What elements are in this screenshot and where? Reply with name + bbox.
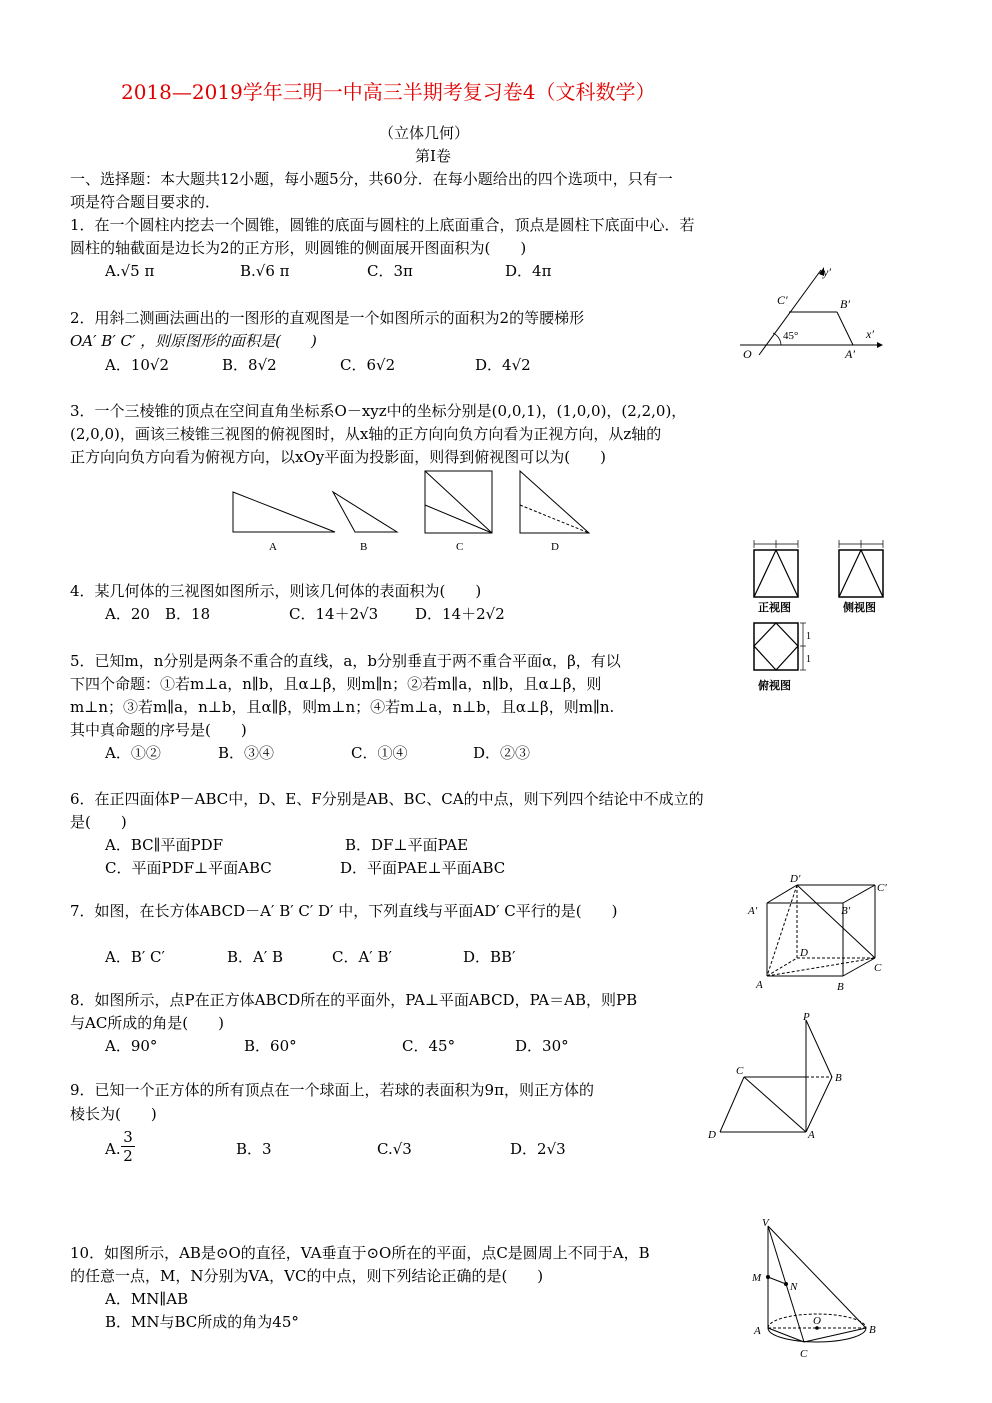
label-c: C [800,1348,808,1360]
q8-option-c: C．45° [402,1037,456,1055]
q6-stem-2: 是( ) [70,813,127,831]
label-a: A [756,979,763,991]
intro-line-2: 项是符合题目要求的． [70,193,221,211]
trapezoid-side [837,312,853,345]
q3-stem-2: (2,0,0)，画该三棱锥三视图的俯视图时，从x轴的正方向向负方向看为正视方向，从z轴的 [70,425,662,443]
label-b: B [835,1072,842,1084]
q2-stem-1: 2．用斜二测画法画出的一图形的直观图是一个如图所示的面积为2的等腰梯形 [70,309,585,327]
q1-option-b: B.√6 π [240,262,290,280]
option-a-triangle [233,492,335,532]
label-m: M [752,1272,762,1284]
q5-stem-4: 其中真命题的序号是( ) [70,721,247,739]
q1-option-a: A.√5 π [105,262,155,280]
q1-stem-2: 圆柱的轴截面是边长为2的正方形，则圆锥的侧面展开图面积为( ) [70,239,527,257]
angle-label: 45° [783,330,799,342]
fraction-denominator: 2 [123,1147,133,1165]
label-n: N [790,1281,798,1293]
q10-option-b: B．MN与BC所成的角为45° [105,1313,299,1331]
section-title: 第Ⅰ卷 [415,147,451,165]
q8-stem-2: 与AC所成的角是( ) [70,1014,225,1032]
q7-option-c: C．A′ B′ [332,948,392,966]
q4-three-views-figure [748,535,893,695]
q10-cone-figure [748,1214,883,1364]
q2-option-a: A．10√2 [105,356,170,374]
label-a1: A′ [748,905,758,917]
option-d-triangle [520,471,589,533]
label-y: y′ [823,265,831,279]
label-b: B [837,981,844,993]
front-view-triangle [754,550,798,597]
top-view-dim-2: 1 [806,654,811,665]
q9-stem-1: 9．已知一个正方体的所有顶点在一个球面上，若球的表面积为9π，则正方体的 [70,1081,594,1099]
q7-option-d: D．BB′ [463,948,516,966]
q3-options-figure [225,468,600,558]
intro-line-1: 一、选择题：本大题共12小题，每小题5分，共60分．在每小题给出的四个选项中，只有一 [70,170,673,188]
q6-option-b: B．DF⊥平面PAE [345,836,469,854]
q1-option-d: D．4π [505,262,552,280]
q4-option-a: A．20 [105,605,150,623]
top-view-rect [754,623,798,670]
side-view-triangle [839,550,883,597]
q6-option-a: A．BC∥平面PDF [105,836,224,854]
q5-stem-1: 5．已知m，n分别是两条不重合的直线，a，b分别垂直于两不重合平面α，β，有以 [70,652,621,670]
x-arrow-icon [877,342,883,348]
label-a: A [754,1325,761,1337]
page-title: 2018—2019学年三明一中高三半期考复习卷4（文科数学） [121,80,656,104]
label-b: B [869,1324,876,1336]
q5-option-b: B．③④ [218,744,275,762]
label-b: B′ [840,297,850,311]
fraction-numerator: 3 [121,1128,135,1147]
q8-option-d: D．30° [515,1037,569,1055]
option-c-line [425,505,492,533]
q4-option-c: C．14＋2√3 [289,605,379,623]
vb-line [768,1226,866,1328]
q8-figure [704,1008,854,1146]
ac-line [744,1077,806,1132]
q5-option-a: A．①② [105,744,161,762]
q7-option-b: B．A′ B [227,948,284,966]
q8-option-a: A．90° [105,1037,158,1055]
option-b-label: B [360,541,368,553]
q4-option-b: B．18 [165,605,211,623]
circle-front [768,1328,866,1342]
q6-stem-1: 6．在正四面体P－ABC中，D、E、F分别是AB、BC、CA的中点，则下列四个结论中不成立的 [70,790,704,808]
q7-option-a: A．B′ C′ [105,948,165,966]
q2-trapezoid-figure [735,262,885,362]
option-c-diagonal [425,471,492,533]
q9-option-b: B．3 [236,1140,272,1158]
point-m [766,1275,770,1279]
label-a: A [808,1129,815,1141]
top-view-dim-1: 1 [806,631,811,642]
q3-stem-1: 3．一个三棱锥的顶点在空间直角坐标系O－xyz中的坐标分别是(0,0,1)，(1,0,0)，(2,2,0)， [70,402,687,420]
label-d1: D′ [790,873,801,885]
front-view-rect [754,550,798,597]
q5-stem-3: m⊥n；③若m∥a，n⊥b，且α∥β，则m⊥n；④若m⊥a，n⊥b，且α⊥β，则m∥n. [70,698,615,716]
point-n [784,1282,788,1286]
label-o: O [813,1315,821,1327]
top-view-diamond [754,623,798,670]
q9-stem-2: 棱长为( ) [70,1105,157,1123]
q8-stem-1: 8．如图所示，点P在正方体ABCD所在的平面外，PA⊥平面ABCD，PA＝AB，则PB [70,991,638,1009]
q9-option-a-prefix: A. [105,1140,121,1158]
option-b-triangle [333,492,397,532]
label-d: D [800,947,808,959]
q2-option-d: D．4√2 [475,356,531,374]
label-c1: C′ [877,882,887,894]
q1-option-c: C．3π [367,262,413,280]
q6-option-c: C．平面PDF⊥平面ABC [105,859,272,877]
q7-cuboid-figure [745,870,893,995]
q10-option-a: A．MN∥AB [105,1290,189,1308]
option-c-label: C [456,541,464,553]
label-v: V [762,1217,769,1229]
q2-stem-2: OA′ B′ C′ ，则原图形的面积是( ) [70,332,317,350]
q9-option-c: C.√3 [377,1140,412,1158]
label-c: C′ [777,293,788,307]
q2-option-c: C．6√2 [340,356,396,374]
side-view-rect [839,550,883,597]
q1-stem-1: 1．在一个圆柱内挖去一个圆锥，圆锥的底面与圆柱的上底面重合，顶点是圆柱下底面中心．若 [70,216,695,234]
mn-line [768,1277,786,1284]
q3-stem-3: 正方向向负方向看为俯视方向，以xOy平面为投影面，则得到俯视图可以为( ) [70,448,606,466]
label-d: D [708,1129,716,1141]
side-view-label: 侧视图 [843,602,876,614]
cb-line [804,1328,866,1342]
q10-stem-2: 的任意一点，M，N分别为VA，VC的中点，则下列结论正确的是( ) [70,1267,544,1285]
option-a-label: A [269,541,277,553]
option-d-label: D [551,541,559,553]
q7-stem: 7．如图，在长方体ABCD－A′ B′ C′ D′ 中，下列直线与平面AD′ C平行的是( ) [70,902,618,920]
label-c: C [736,1065,744,1077]
q4-option-d: D．14＋2√2 [415,605,505,623]
label-o: O [743,347,752,361]
q9-option-a-fraction [121,1128,135,1165]
front-view-label: 正视图 [758,602,791,614]
q5-option-d: D．②③ [473,744,531,762]
label-x: x′ [866,327,874,341]
q6-option-d: D．平面PAE⊥平面ABC [340,859,506,877]
option-d-dashed-line [520,505,589,533]
label-a: A′ [845,347,855,361]
q9-option-d: D．2√3 [510,1140,566,1158]
q4-stem: 4．某几何体的三视图如图所示，则该几何体的表面积为( ) [70,582,482,600]
pb-line [806,1020,832,1077]
q8-option-b: B．60° [244,1037,297,1055]
top-view-label: 俯视图 [758,680,791,692]
q2-option-b: B．8√2 [222,356,277,374]
subtitle: （立体几何） [379,124,470,142]
label-p: P [803,1011,810,1023]
q10-stem-1: 10．如图所示，AB是⊙O的直径，VA垂直于⊙O所在的平面，点C是圆周上不同于A，B [70,1244,650,1262]
q5-stem-2: 下四个命题：①若m⊥a，n∥b，且α⊥β，则m∥n；②若m∥a，n∥b，且α⊥β，则 [70,675,602,693]
label-c: C [874,962,882,974]
label-b1: B′ [841,905,851,917]
q5-option-c: C．①④ [351,744,408,762]
